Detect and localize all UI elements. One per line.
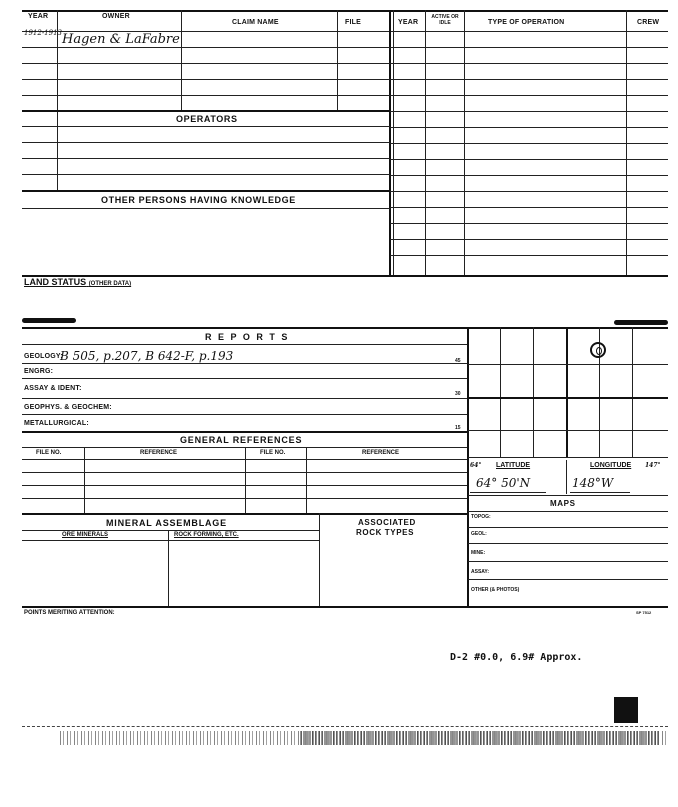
typed-note: D-2 #0.0, 6.9# Approx. <box>450 652 583 663</box>
reports-title: R E P O R T S <box>205 332 290 342</box>
grid-line <box>468 397 668 399</box>
grid-line <box>468 430 668 431</box>
mineral-assemblage-title: MINERAL ASSEMBLAGE <box>106 518 227 528</box>
ref-number: 15 <box>455 425 461 431</box>
row-line <box>22 47 390 48</box>
operators-title: OPERATORS <box>176 114 238 124</box>
geology-value: B 505, p.207, B 642-F, p.193 <box>60 349 234 363</box>
gr-col-reference-2: REFERENCE <box>362 450 400 456</box>
row-line <box>468 511 668 512</box>
col-divider <box>84 447 85 513</box>
col-owner: OWNER <box>102 13 130 20</box>
punch-mark <box>614 320 668 325</box>
reports-bottom-border <box>22 606 668 608</box>
row-line <box>22 208 390 209</box>
row-line <box>22 344 468 345</box>
longitude-label: LONGITUDE <box>590 462 632 469</box>
col-divider-main <box>467 327 469 606</box>
grid-line <box>533 327 534 457</box>
row-line <box>390 207 668 208</box>
row-line <box>390 95 668 96</box>
row-line <box>390 239 668 240</box>
col-divider <box>566 460 567 494</box>
ref-number: 30 <box>455 391 461 397</box>
row-line <box>22 79 390 80</box>
underline <box>470 492 546 493</box>
maps-assay: ASSAY: <box>471 569 490 575</box>
reports-top-border <box>22 327 668 329</box>
col-type-of-operation: TYPE OF OPERATION <box>488 19 565 26</box>
col-claim-name: CLAIM NAME <box>232 19 279 26</box>
land-status-sublabel: (OTHER DATA) <box>88 281 132 287</box>
latitude-value: 64° 50'N <box>476 476 531 490</box>
row-line <box>390 127 668 128</box>
latitude-label: LATITUDE <box>496 462 531 469</box>
col-crew: CREW <box>637 19 660 26</box>
maps-topog: TOPOG: <box>471 514 491 520</box>
row-line <box>22 95 390 96</box>
punch-mark <box>22 318 76 323</box>
row-line <box>22 63 390 64</box>
longitude-value: 148°W <box>572 476 614 490</box>
ore-minerals-label: ORE MINERALS <box>62 532 109 538</box>
underline <box>570 492 630 493</box>
lat-prefix: 64° <box>470 462 482 469</box>
rock-forming-label: ROCK FORMING, ETC. <box>174 532 239 538</box>
row-line <box>468 527 668 528</box>
row-line <box>390 63 668 64</box>
row-line <box>22 530 319 531</box>
row-line <box>22 414 468 415</box>
row-line <box>390 223 668 224</box>
row-line <box>468 495 668 496</box>
location-marker-icon <box>590 342 606 358</box>
row-line <box>468 457 668 458</box>
row-line <box>22 431 468 433</box>
registration-mark <box>614 697 638 723</box>
row-line <box>390 79 668 80</box>
col-divider <box>57 10 58 190</box>
row-line <box>390 191 668 192</box>
rock-types-label: ROCK TYPES <box>356 528 415 537</box>
land-status-label: LAND STATUS <box>24 277 87 287</box>
metallurgical-label: METALLURGICAL: <box>24 420 89 427</box>
geology-label: GEOLOGY: <box>24 353 63 360</box>
row-line <box>390 159 668 160</box>
row-line <box>22 540 319 541</box>
ref-number: 45 <box>455 358 461 364</box>
gr-col-reference: REFERENCE <box>140 450 178 456</box>
form-number: SP 7512 <box>636 610 652 615</box>
engrg-label: ENGRG: <box>24 368 54 375</box>
section-line <box>22 190 390 192</box>
col-divider <box>306 447 307 513</box>
row-line <box>390 143 668 144</box>
scan-noise <box>300 731 660 745</box>
col-file: FILE <box>345 19 361 26</box>
maps-geol: GEOL: <box>471 531 487 537</box>
col-year: YEAR <box>28 13 49 20</box>
gr-col-file-no-2: FILE NO. <box>260 450 286 456</box>
row-line <box>22 513 468 515</box>
maps-title: MAPS <box>550 499 576 508</box>
grid-line <box>632 327 633 457</box>
row-line <box>390 175 668 176</box>
section-line <box>22 110 390 112</box>
col-divider <box>245 447 246 513</box>
row-line <box>468 579 668 580</box>
row-line <box>390 111 668 112</box>
assay-label: ASSAY & IDENT: <box>24 385 82 392</box>
associated-label: ASSOCIATED <box>358 518 416 527</box>
row-line <box>468 543 668 544</box>
lon-suffix: 147° <box>645 462 661 469</box>
entry-owner: Hagen & LaFabre <box>62 32 180 47</box>
col-divider <box>168 530 169 606</box>
row-line <box>22 363 468 364</box>
points-meriting-attention: POINTS MERITING ATTENTION: <box>24 610 115 616</box>
scan-edge-line <box>22 726 668 727</box>
grid-line <box>566 327 568 457</box>
row-line <box>22 126 390 127</box>
maps-other: OTHER (& PHOTOS) <box>471 587 520 593</box>
col-year-2: YEAR <box>398 19 419 26</box>
gr-col-file-no: FILE NO. <box>36 450 62 456</box>
entry-years: 1912-1913 <box>24 29 62 37</box>
row-line <box>22 398 468 399</box>
general-references-title: GENERAL REFERENCES <box>180 435 303 445</box>
row-line <box>22 142 390 143</box>
row-line <box>468 561 668 562</box>
row-line <box>390 47 668 48</box>
table-top-border <box>22 10 668 12</box>
row-line <box>22 174 390 175</box>
maps-mine: MINE: <box>471 550 486 556</box>
other-persons-title: OTHER PERSONS HAVING KNOWLEDGE <box>101 195 296 205</box>
geophys-label: GEOPHYS. & GEOCHEM: <box>24 404 112 411</box>
row-line <box>22 158 390 159</box>
grid-line <box>468 364 668 365</box>
col-active-or-idle: ACTIVE OR IDLE <box>431 14 459 26</box>
col-divider <box>319 513 320 606</box>
row-line <box>390 255 668 256</box>
grid-line <box>500 327 501 457</box>
row-line <box>22 378 468 379</box>
